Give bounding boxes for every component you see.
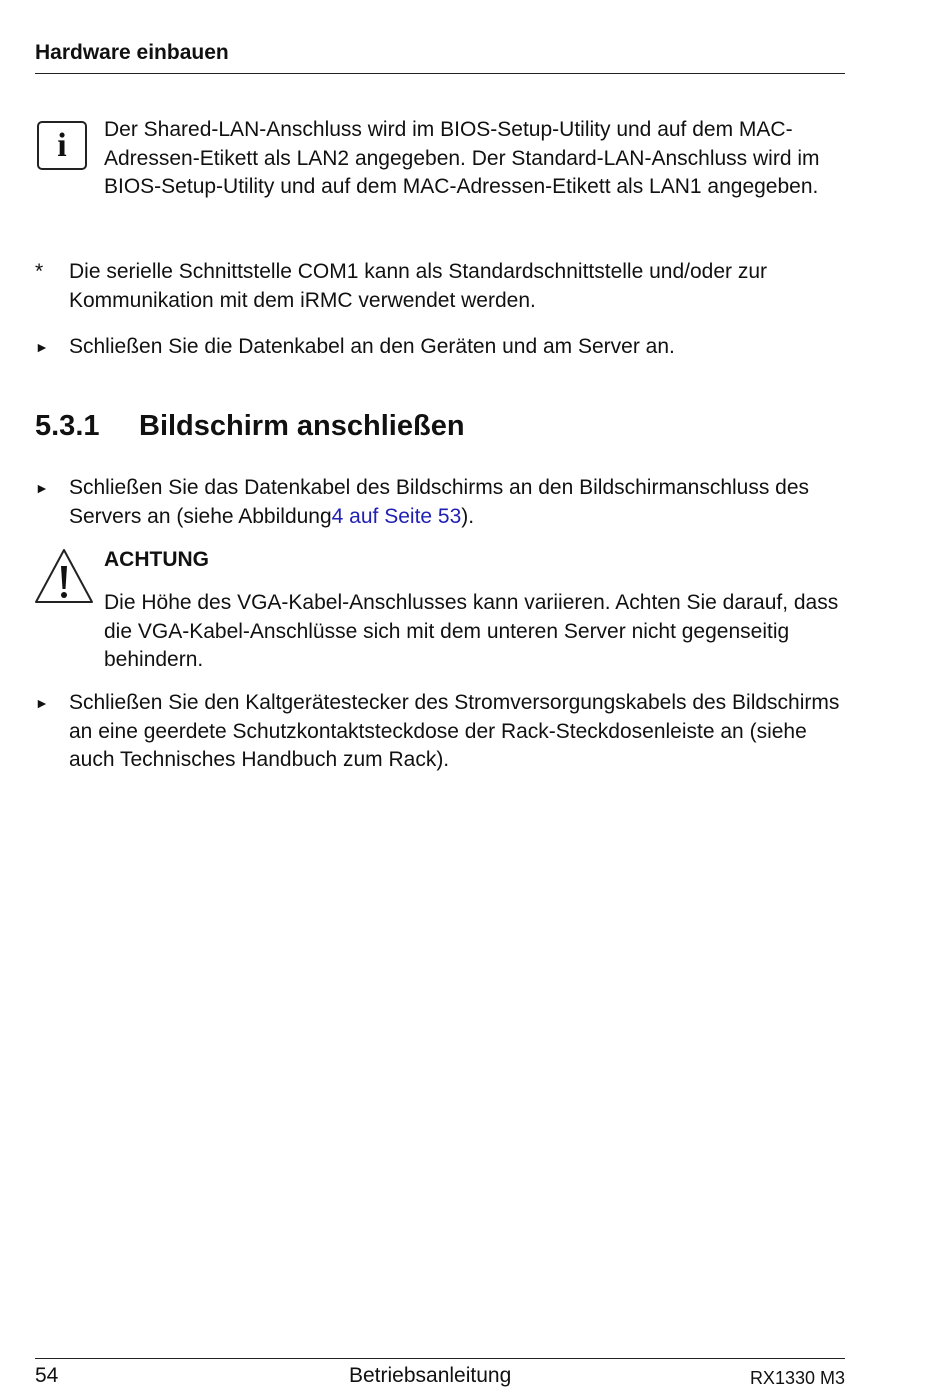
info-icon: i <box>37 121 87 170</box>
footer-divider <box>35 1358 845 1359</box>
step-monitor-text-end: ). <box>461 504 475 528</box>
warning-icon <box>33 547 95 605</box>
step-bullet-icon: ► <box>35 339 49 355</box>
page-number: 54 <box>35 1364 59 1387</box>
footnote-marker: * <box>35 260 44 283</box>
info-note-text: Der Shared-LAN-Anschluss wird im BIOS-Setup-Utility und auf dem MAC-Adressen-Etikett als LAN2 angegeben. Der Standard-LAN-Anschluss wird im BIOS-Setup-Utility und auf dem MAC-Adressen-Etikett als LAN1 angegeben. <box>104 118 820 198</box>
step-bullet-icon: ► <box>35 695 49 711</box>
section-title: Bildschirm anschließen <box>139 410 465 442</box>
step-power-text: Schließen Sie den Kaltgerätestecker des Stromversorgungskabels des Bildschirms an eine geerdete Schutzkontaktsteckdose der Rack-Steckdosenleiste an (siehe auch Technisches Handbuch zum Rack). <box>69 691 840 771</box>
caution-text: Die Höhe des VGA-Kabel-Anschlusses kann variieren. Achten Sie darauf, dass die VGA-Kabel-Anschlüsse sich mit dem unteren Server nicht gegenseitig behindern. <box>104 591 839 671</box>
caution-title: ACHTUNG <box>104 548 209 571</box>
step-monitor-text-start: Schließen Sie das Datenkabel des Bildschirms an den Bildschirmanschluss des Servers an (siehe Abbildung <box>69 476 810 528</box>
footer-product-name: RX1330 M3 <box>749 1368 845 1388</box>
step-bullet-icon: ► <box>35 480 49 496</box>
header-divider <box>35 73 845 74</box>
footer-manual-title: Betriebsanleitung <box>349 1364 512 1387</box>
step-text: Schließen Sie die Datenkabel an den Geräten und am Server an. <box>69 335 675 358</box>
step-monitor-text <box>69 474 844 531</box>
figure-reference-link[interactable]: 4 auf Seite 53 <box>331 504 462 528</box>
running-header-title: Hardware einbauen <box>35 41 229 64</box>
footnote-text: Die serielle Schnittstelle COM1 kann als Standardschnittstelle und/oder zur Kommunikation mit dem iRMC verwendet werden. <box>69 260 768 312</box>
section-number: 5.3.1 <box>35 410 100 442</box>
